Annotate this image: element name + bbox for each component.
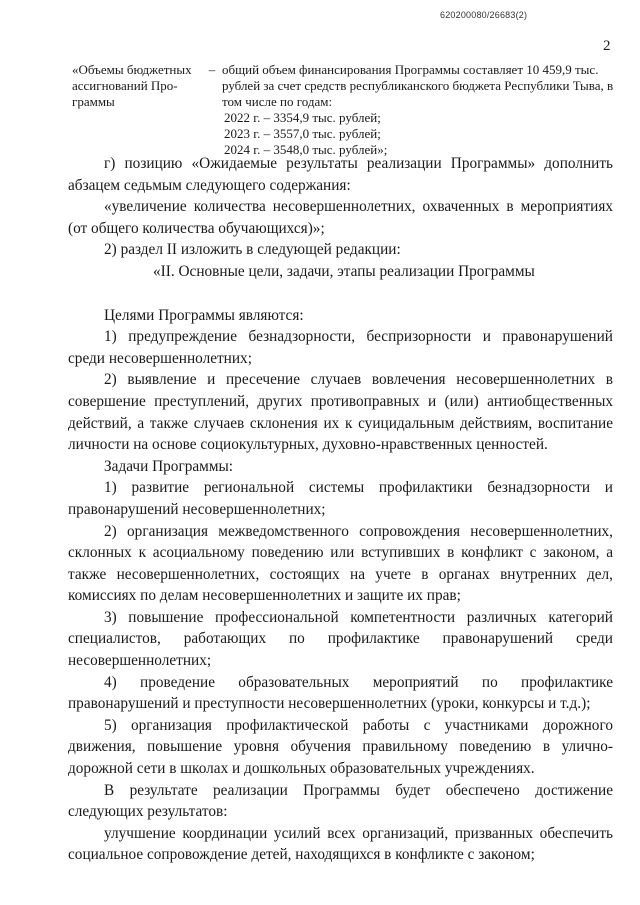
paragraph: 2) организация межведомственного сопровождения несовершеннолетних, склонных к асоциальному поведению или вступивших в конфликт с законом, а также несовершеннолетних, состоящих на учете в органах внутренних дел, комиссиях по делам несовершеннолетних и защите их прав; [68, 522, 613, 605]
paragraph: 2) раздел II изложить в следующей редакции: [104, 241, 401, 259]
paragraph: Целями Программы являются: [104, 306, 304, 324]
paragraph: 2) выявление и пресечение случаев вовлечения несовершеннолетних в совершение преступлений, других противоправных и (или) антиобщественных действий, а также случаев склонения их к суицидальным действиям, воспитание личности на основе социокультурных, духовно-нравственных ценностей. [68, 371, 613, 454]
passport-value-line: общий объем финансирования Программы составляет 10 459,9 тыс. рублей за счет средств республиканского бюджета Республики Тыва, в том числе по годам: [222, 62, 614, 109]
paragraph: 5) организация профилактической работы с участниками дорожного движения, повышение уровня обучения правильному поведению в улично-дорожной сети в школах и дошкольных образовательных учреждениях. [68, 716, 613, 778]
section-heading: «II. Основные цели, задачи, этапы реализации Программы [153, 262, 535, 280]
passport-year-2023: 2023 г. – 3557,0 тыс. рублей; [224, 126, 381, 141]
page-number: 2 [603, 38, 611, 54]
paragraph: В результате реализации Программы будет обеспечено достижение следующих результатов: [68, 781, 613, 821]
passport-label: «Объемы бюджетных ассигнований Про-граммы [72, 62, 192, 109]
passport-year-2022: 2022 г. – 3354,9 тыс. рублей; [224, 110, 381, 125]
document-body [68, 153, 613, 866]
paragraph: г) позицию «Ожидаемые результаты реализации Программы» дополнить абзацем седьмым следующего содержания: [68, 155, 613, 194]
document-number: 620200080/26683(2) [440, 10, 528, 20]
spacer [68, 283, 613, 305]
passport-value [222, 62, 620, 158]
paragraph: 1) развитие региональной системы профилактики безнадзорности и правонарушений несовершеннолетних; [68, 479, 613, 518]
paragraph: 4) проведение образовательных мероприятий по профилактике правонарушений и преступности несовершеннолетних (уроки, конкурсы и т.д.); [68, 673, 613, 713]
passport-table [72, 62, 620, 158]
paragraph: «увеличение количества несовершеннолетних, охваченных в мероприятиях (от общего количества обучающихся)»; [68, 198, 613, 237]
paragraph: Задачи Программы: [104, 457, 234, 475]
passport-year-2024: 2024 г. – 3548,0 тыс. рублей»; [224, 142, 388, 157]
paragraph: 3) повышение профессиональной компетентности различных категорий специалистов, работающих по профилактике правонарушений среди несовершеннолетних; [68, 608, 613, 670]
paragraph: улучшение координации усилий всех организаций, призванных обеспечить социальное сопровождение детей, находящихся в конфликте с законом; [68, 824, 613, 864]
paragraph: 1) предупреждение безнадзорности, беспризорности и правонарушений среди несовершеннолетних; [68, 328, 613, 367]
passport-dash: – [208, 62, 216, 77]
